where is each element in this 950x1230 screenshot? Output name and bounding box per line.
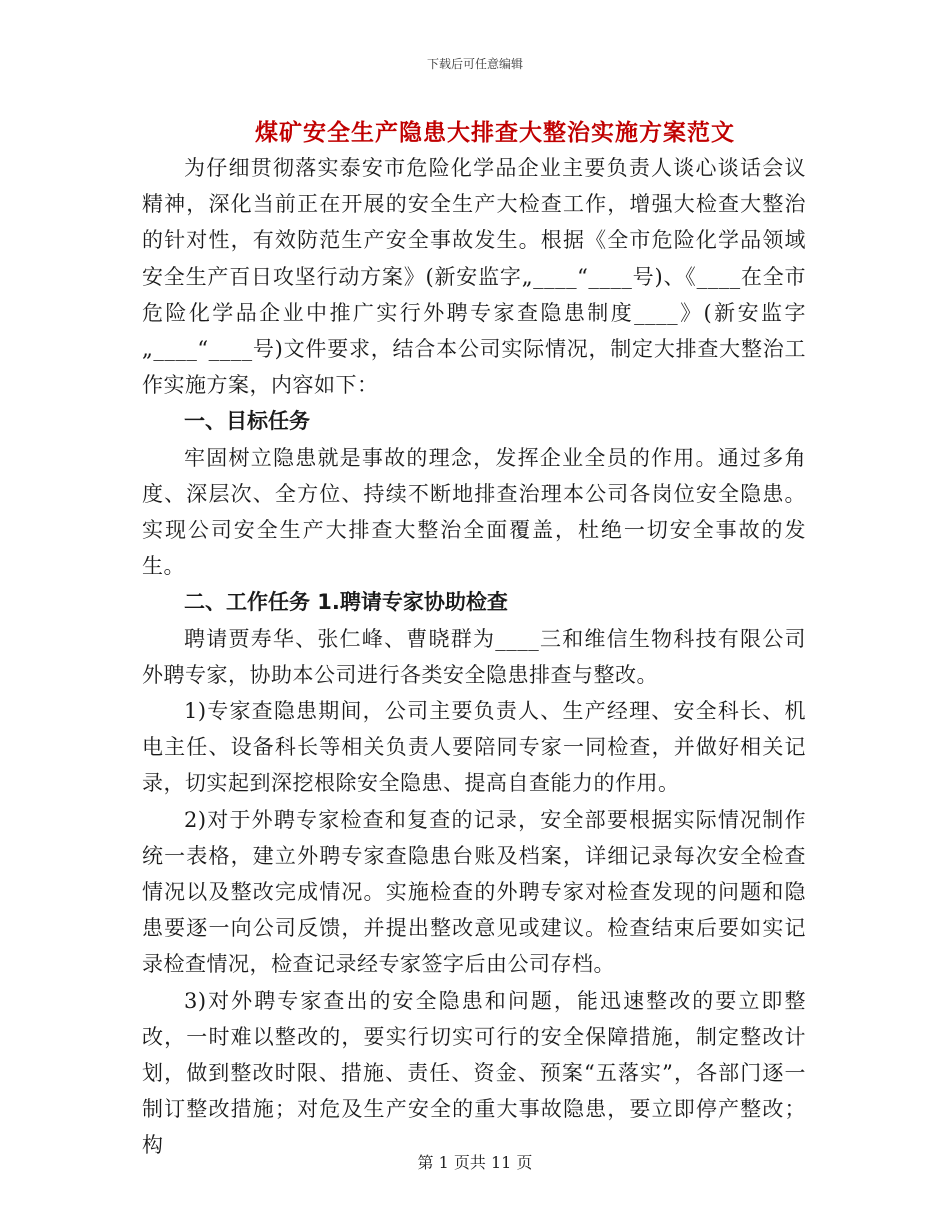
section-heading-goals: 一、目标任务 [184,409,310,434]
header-note: 下载后可任意编辑 [426,57,523,71]
document-title: 煤矿安全生产隐患大排查大整治实施方案范文 [255,120,735,146]
page-footer: 第 1 页共 11 页 [417,1153,533,1172]
list-item-2: 2)对于外聘专家检查和复查的记录，安全部要根据实际情况制作统一表格，建立外聘专家查隐患台账及档案，详细记录每次安全检查情况以及整改完成情况。实施检查的外聘专家对检查发现的问题和隐患要逐一向公司反馈，并提出整改意见或建议。检查结束后要如实记录检查情况，检查记录经专家签字后由公司存档。 [142,807,806,977]
section-heading-tasks: 二、工作任务 1.聘请专家协助检查 [184,590,508,615]
list-item-1: 1)专家查隐患期间，公司主要负责人、生产经理、安全科长、机电主任、设备科长等相关负责人要陪同专家一同检查，并做好相关记录，切实起到深挖根除安全隐患、提高自查能力的作用。 [142,699,806,796]
goals-paragraph: 牢固树立隐患就是事故的理念，发挥企业全员的作用。通过多角度、深层次、全方位、持续不断地排查治理本公司各岗位安全隐患。实现公司安全生产大排查大整治全面覆盖，杜绝一切安全事故的发生。 [142,445,806,579]
list-item-3: 3)对外聘专家查出的安全隐患和问题，能迅速整改的要立即整改，一时难以整改的，要实行切实可行的安全保障措施，制定整改计划，做到整改时限、措施、责任、资金、预案“五落实”，各部门逐一制订整改措施；对危及生产安全的重大事故隐患，要立即停产整改；构 [142,988,806,1158]
document-body [142,150,806,1164]
experts-paragraph: 聘请贾寿华、张仁峰、曹晓群为____三和维信生物科技有限公司外聘专家，协助本公司进行各类安全隐患排查与整改。 [142,626,806,687]
intro-paragraph: 为仔细贯彻落实泰安市危险化学品企业主要负责人谈心谈话会议精神，深化当前正在开展的安全生产大检查工作，增强大检查大整治的针对性，有效防范生产安全事故发生。根据《全市危险化学品领域安全生产百日攻坚行动方案》(新安监字„____“____号)、《____在全市危险化学品企业中推广实行外聘专家查隐患制度____》(新安监字„____“____号)文件要求，结合本公司实际情况，制定大排查大整治工作实施方案，内容如下： [142,156,806,398]
